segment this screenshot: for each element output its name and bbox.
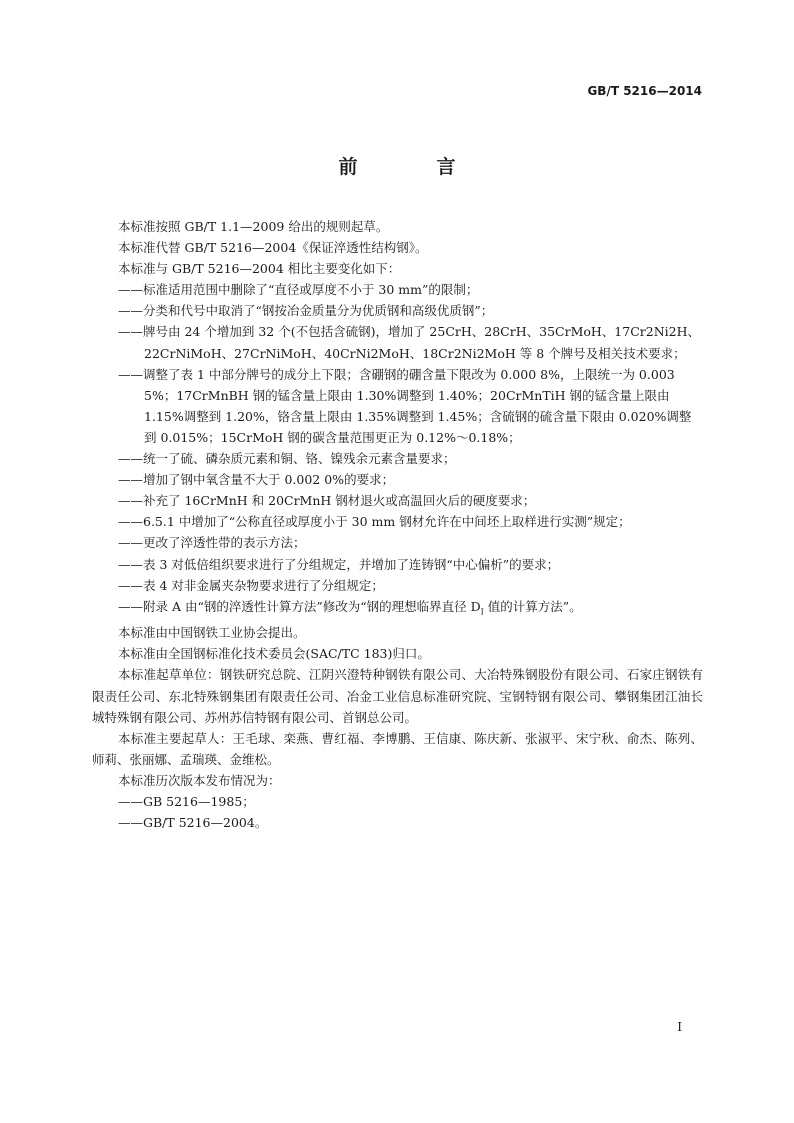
history-item: ——GB/T 5216—2004。	[118, 815, 268, 831]
history-item: ——GB 5216—1985；	[118, 794, 255, 810]
change-item: ——分类和代号中取消了“钢按冶金质量分为优质钢和高级优质钢”；	[118, 303, 494, 319]
paragraph-drafters: 本标准主要起草人：王毛球、栾燕、曹红福、李博鹏、王信康、陈庆新、张淑平、宋宁秋、俞杰、陈列、师莉、张丽娜、孟瑞瑛、金维松。	[92, 730, 703, 767]
change-item: ——补充了 16CrMnH 和 20CrMnH 钢材退火或高温回火后的硬度要求；	[118, 493, 536, 509]
change-item: ——更改了淬透性带的表示方法；	[118, 535, 306, 551]
subscript-i: I	[480, 607, 484, 617]
change-item	[118, 596, 703, 623]
change-item: ——牌号由 24 个增加到 32 个(不包括含硫钢)，增加了 25CrH、28CrH、35CrMoH、17Cr2Ni2H、22CrNiMoH、27CrNiMoH、40CrNi2MoH、18Cr2Ni2MoH 等 8 个牌号及相关技术要求；	[118, 324, 700, 361]
paragraph-drafting-units: 本标准起草单位：钢铁研究总院、江阴兴澄特种钢铁有限公司、大冶特殊钢股份有限公司、石家庄钢铁有限责任公司、东北特殊钢集团有限责任公司、冶金工业信息标准研究院、宝钢特钢有限公司、攀钢集团江油长城特殊钢有限公司、苏州苏信特钢有限公司、首钢总公司。	[92, 667, 703, 725]
change-item-text: ——附录 A 由“钢的淬透性计算方法”修改为“钢的理想临界直径 D	[118, 598, 481, 614]
paragraph-drafting-rules: 本标准按照 GB/T 1.1—2009 给出的规则起草。	[118, 219, 389, 234]
change-item: ——调整了表 1 中部分牌号的成分上下限；含硼钢的硼含量下限改为 0.000 8%，上限统一为 0.003 5%；17CrMnBH 钢的锰含量上限由 1.30%调整到 1.40%；20CrMnTiH 钢的锰含量上限由 1.15%调整到 1.20%，铬含量上限由 1.35%调整到 1.45%；含硫钢的硫含量下限由 0.020%调整到 0.015%；15CrMoH 钢的碳含量范围更正为 0.12%～0.18%；	[118, 366, 692, 445]
paragraph-committee: 本标准由全国钢标准化技术委员会(SAC/TC 183)归口。	[118, 646, 430, 662]
change-item-text-end: 值的计算方法”。	[483, 598, 582, 614]
change-item: ——统一了硫、磷杂质元素和铜、铬、镍残余元素含量要求；	[118, 451, 456, 467]
change-item: ——表 4 对非金属夹杂物要求进行了分组规定；	[118, 577, 384, 593]
paragraph-replaces: 本标准代替 GB/T 5216—2004《保证淬透性结构钢》。	[118, 240, 428, 256]
standard-code: GB/T 5216—2014	[587, 84, 702, 98]
change-item: ——标准适用范围中删除了“直径或厚度不小于 30 mm”的限制；	[118, 282, 479, 298]
change-item: ——6.5.1 中增加了“公称直径或厚度小于 30 mm 钢材允许在中间坯上取样进行实测”规定；	[118, 514, 631, 530]
page-title: 前 言	[338, 156, 486, 178]
paragraph-proposer: 本标准由中国钢铁工业协会提出。	[118, 625, 306, 641]
change-item: ——表 3 对低倍组织要求进行了分组规定，并增加了连铸钢“中心偏析”的要求；	[118, 556, 560, 572]
paragraph-history-intro: 本标准历次版本发布情况为：	[118, 772, 281, 788]
paragraph-changes-intro: 本标准与 GB/T 5216—2004 相比主要变化如下：	[118, 261, 401, 277]
foreword-body	[92, 216, 703, 833]
page-number: I	[677, 1020, 682, 1034]
change-item: ——增加了钢中氧含量不大于 0.002 0%的要求；	[118, 472, 395, 488]
